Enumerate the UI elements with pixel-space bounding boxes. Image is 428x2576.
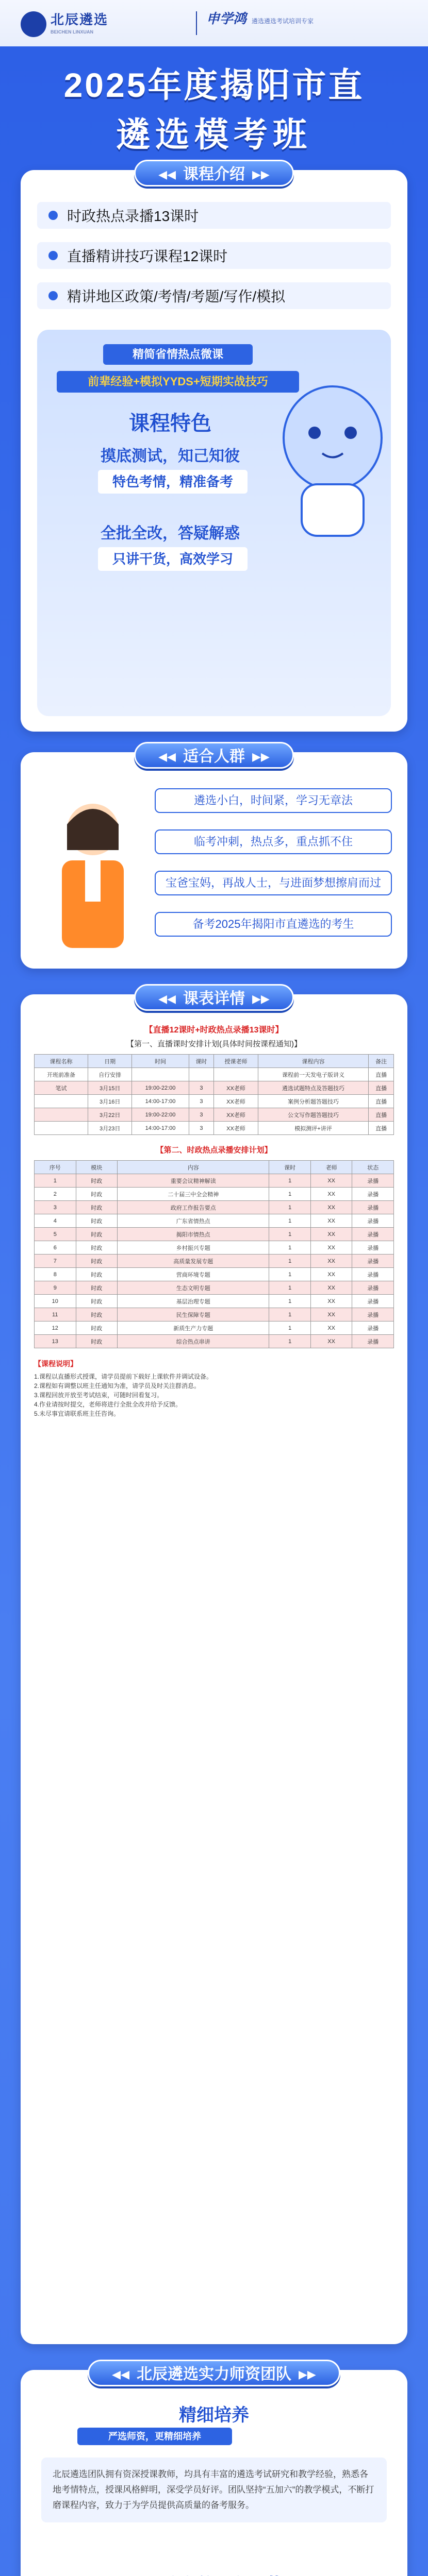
teacher-illustration [36, 793, 150, 958]
cell: 直播 [369, 1108, 394, 1122]
note-2: 2.课程如有调整以班主任通知为准，请学员及时关注群消息。 [34, 1382, 201, 1389]
table-row [35, 1335, 394, 1348]
table-row [35, 1081, 394, 1095]
table-row [35, 1214, 394, 1228]
course-intro-tab: ◀◀ 课程介绍 ▶▶ [134, 160, 294, 187]
cell: 直播 [369, 1095, 394, 1108]
logo2-sub: 遴选遴选考试培训专家 [252, 18, 314, 25]
cell: XX [310, 1201, 352, 1214]
cell: 录播 [352, 1188, 394, 1201]
course-item-2 [37, 242, 391, 269]
cell: XX [310, 1228, 352, 1241]
schedule-tab: ◀◀ 课表详情 ▶▶ [134, 984, 294, 1011]
cell: 1 [269, 1281, 311, 1295]
hero-title-line1: 2025年度揭阳市直 [63, 66, 365, 104]
cell: 二十届三中全会精神 [118, 1188, 269, 1201]
cell: 录播 [352, 1255, 394, 1268]
strict-title: 精细培养 [179, 2405, 249, 2425]
audience-tab: ◀◀ 适合人群 ▶▶ [134, 742, 294, 769]
cell: 政府工作报告要点 [118, 1201, 269, 1214]
table-header-cell: 模块 [76, 1161, 118, 1174]
logo-secondary [206, 8, 314, 27]
cell: XX [310, 1281, 352, 1295]
feature1-desc: 特色考情，精准备考 [98, 470, 248, 494]
cell [35, 1095, 88, 1108]
bullet-icon [48, 251, 58, 260]
table-header-cell: 序号 [35, 1161, 76, 1174]
cell: 3 [35, 1201, 76, 1214]
cell: 模拟测评+讲评 [258, 1122, 369, 1135]
table-header-cell: 课时 [189, 1055, 214, 1068]
table-row [35, 1321, 394, 1335]
cell: 1 [269, 1174, 311, 1188]
cell: 录播 [352, 1228, 394, 1241]
logo-sub: BEICHEN LINXUAN [51, 29, 94, 35]
cell: 时政 [76, 1201, 118, 1214]
cell: 时政 [76, 1308, 118, 1321]
table-header-cell: 内容 [118, 1161, 269, 1174]
schedule-card [21, 994, 407, 2344]
cell: 时政 [76, 1321, 118, 1335]
table-header-cell: 时间 [132, 1055, 189, 1068]
cell: 公文写作题答题技巧 [258, 1108, 369, 1122]
cell: 时政 [76, 1255, 118, 1268]
cell: 时政 [76, 1214, 118, 1228]
mascot-illustration [273, 371, 392, 546]
cell: 19:00-22:00 [132, 1081, 189, 1095]
course-item-label: 精讲地区政策/考情/考题/写作/模拟 [67, 289, 286, 304]
course-item-1 [37, 202, 391, 229]
cell: 1 [269, 1188, 311, 1201]
cell: 3月16日 [88, 1095, 132, 1108]
assessment-title [0, 2571, 428, 2576]
course-intro-tab-label: 课程介绍 [183, 166, 245, 183]
cell: 开班前准备 [35, 1068, 88, 1081]
cell [35, 1108, 88, 1122]
table-row [35, 1241, 394, 1255]
schedule-title2: 【第一、直播课时安排计划(具体时间按课程通知)】 [126, 1040, 302, 1048]
logo2-main: 申学鸿 [206, 11, 247, 26]
note-3: 3.课程回放开放至考试结束，可随时回看复习。 [34, 1392, 163, 1399]
cell: 直播 [369, 1122, 394, 1135]
note-4: 4.作业请按时提交，老师将进行全批全改并给予反馈。 [34, 1401, 182, 1408]
strict-sub: 严选师资，更精细培养 [77, 2428, 232, 2445]
features-banner2: 前辈经验+模拟YYDS+短期实战技巧 [57, 371, 299, 393]
cell: 9 [35, 1281, 76, 1295]
cell: XX [310, 1321, 352, 1335]
cell: 13 [35, 1335, 76, 1348]
cell: 录播 [352, 1174, 394, 1188]
teacher-intro: 北辰遴选团队拥有资深授课教师，均具有丰富的遴选考试研究和教学经验，熟悉各地考情特点，授课风格鲜明，深受学员好评。团队坚持“五加六”的教学模式，不断打磨课程内容，致力于为学员提供高质量的备考服务。 [41, 2458, 387, 2522]
cell: XX [310, 1308, 352, 1321]
cell: 录播 [352, 1295, 394, 1308]
cell: 综合热点串讲 [118, 1335, 269, 1348]
table-row [35, 1108, 394, 1122]
cell: 生态文明专题 [118, 1281, 269, 1295]
bullet-icon [48, 291, 58, 300]
teachers-tab: ◀◀ 北辰遴选实力师资团队 ▶▶ [88, 2360, 340, 2386]
cell: 时政 [76, 1174, 118, 1188]
table-row [35, 1228, 394, 1241]
table-row [35, 1095, 394, 1108]
cell: 笔试 [35, 1081, 88, 1095]
cell: 录播 [352, 1268, 394, 1281]
cell: 基层治理专题 [118, 1295, 269, 1308]
cell: 5 [35, 1228, 76, 1241]
cell: 2 [35, 1188, 76, 1201]
audience-item-2: 临考冲刺，热点多，重点抓不住 [155, 829, 392, 854]
table-header-row [35, 1055, 394, 1068]
cell: 4 [35, 1214, 76, 1228]
cell: 3 [189, 1122, 214, 1135]
cell: 1 [269, 1321, 311, 1335]
hero-title-line2: 遴选模考班 [116, 115, 312, 154]
logo-main: 北辰遴选 [51, 12, 109, 28]
cell: 录播 [352, 1241, 394, 1255]
cell: XX [310, 1188, 352, 1201]
cell: 时政 [76, 1188, 118, 1201]
recorded-schedule-table [34, 1160, 394, 1348]
cell: XX [310, 1255, 352, 1268]
cell: 直播 [369, 1068, 394, 1081]
teacher-icon [36, 793, 150, 958]
table-row [35, 1201, 394, 1214]
table-row [35, 1308, 394, 1321]
cell: 时政 [76, 1295, 118, 1308]
table-header-cell: 授课老师 [214, 1055, 258, 1068]
cell: 新质生产力专题 [118, 1321, 269, 1335]
cell: 高质量发展专题 [118, 1255, 269, 1268]
cell: 1 [269, 1308, 311, 1321]
schedule-title3: 【第二、时政热点录播安排计划】 [156, 1146, 272, 1155]
cell: XX [310, 1335, 352, 1348]
cell: 营商环境专题 [118, 1268, 269, 1281]
note-1: 1.课程以直播形式授课，请学员提前下载好上课软件并调试设备。 [34, 1373, 213, 1380]
cell: 广东省情热点 [118, 1214, 269, 1228]
features-title: 课程特色 [129, 412, 211, 435]
audience-item-3: 宝爸宝妈，再战人士，与进面梦想擦肩而过 [155, 871, 392, 895]
table-header-row [35, 1161, 394, 1174]
cell: 10 [35, 1295, 76, 1308]
table-row [35, 1295, 394, 1308]
cell: 乡村振兴专题 [118, 1241, 269, 1255]
cell: 录播 [352, 1321, 394, 1335]
cell: 录播 [352, 1201, 394, 1214]
cell: 录播 [352, 1214, 394, 1228]
cell [132, 1068, 189, 1081]
cell [189, 1068, 214, 1081]
bullet-icon [48, 211, 58, 220]
table-header-cell: 老师 [310, 1161, 352, 1174]
table-row [35, 1174, 394, 1188]
cell: 遴选试题特点及答题技巧 [258, 1081, 369, 1095]
table-row [35, 1255, 394, 1268]
table-header-cell: 课程名称 [35, 1055, 88, 1068]
cell: 自行安排 [88, 1068, 132, 1081]
cell: 3 [189, 1095, 214, 1108]
course-item-3 [37, 282, 391, 309]
cell: 重要会议精神解读 [118, 1174, 269, 1188]
cell: 时政 [76, 1241, 118, 1255]
mascot-icon [273, 371, 392, 546]
cell: XX [310, 1174, 352, 1188]
cell: 7 [35, 1255, 76, 1268]
audience-item-1: 遴选小白，时间紧，学习无章法 [155, 788, 392, 813]
cell: 14:00-17:00 [132, 1122, 189, 1135]
cell: 课程前一天发电子版讲义 [258, 1068, 369, 1081]
cell: 11 [35, 1308, 76, 1321]
cell: 3月23日 [88, 1122, 132, 1135]
cell: 直播 [369, 1081, 394, 1095]
cell: XX [310, 1214, 352, 1228]
teachers-tab-label: 北辰遴选实力师资团队 [137, 2366, 291, 2383]
cell: 1 [269, 1241, 311, 1255]
audience-item-4: 备考2025年揭阳市直遴选的考生 [155, 912, 392, 937]
cell: 3月15日 [88, 1081, 132, 1095]
table-header-cell: 课程内容 [258, 1055, 369, 1068]
cell: 录播 [352, 1308, 394, 1321]
cell: 录播 [352, 1281, 394, 1295]
cell: 案例分析题答题技巧 [258, 1095, 369, 1108]
table-header-cell: 备注 [369, 1055, 394, 1068]
feature1-title: 摸底测试，知己知彼 [101, 448, 240, 465]
logo [51, 9, 108, 35]
cell: 6 [35, 1241, 76, 1255]
cell: 1 [269, 1255, 311, 1268]
cell: 时政 [76, 1281, 118, 1295]
table-row [35, 1068, 394, 1081]
cell: 3 [189, 1108, 214, 1122]
cell: 时政 [76, 1268, 118, 1281]
cell: XX老师 [214, 1081, 258, 1095]
table-header-cell: 课时 [269, 1161, 311, 1174]
table-row [35, 1122, 394, 1135]
header-divider [196, 11, 197, 35]
schedule-tab-label: 课表详情 [183, 990, 245, 1007]
cell: 民生保障专题 [118, 1308, 269, 1321]
cell: XX老师 [214, 1095, 258, 1108]
course-item-label: 时政热点录播13课时 [67, 208, 199, 224]
cell: 录播 [352, 1335, 394, 1348]
cell [35, 1122, 88, 1135]
cell: 8 [35, 1268, 76, 1281]
cell [214, 1068, 258, 1081]
live-schedule-table [34, 1054, 394, 1135]
cell: 1 [269, 1201, 311, 1214]
cell: 12 [35, 1321, 76, 1335]
cell: 3月22日 [88, 1108, 132, 1122]
note-5: 5.未尽事宜请联系班主任咨询。 [34, 1410, 120, 1417]
schedule-title1: 【直播12课时+时政热点录播13课时】 [144, 1026, 284, 1035]
cell: XX [310, 1268, 352, 1281]
feature2-title: 全批全改，答疑解惑 [101, 525, 240, 542]
cell: 时政 [76, 1228, 118, 1241]
cell: XX [310, 1241, 352, 1255]
logo-emblem-icon [21, 11, 46, 37]
table-header-cell: 状态 [352, 1161, 394, 1174]
table-header-cell: 日期 [88, 1055, 132, 1068]
cell: 1 [35, 1174, 76, 1188]
features-banner1: 精简省情热点微课 [103, 344, 253, 365]
cell: 1 [269, 1335, 311, 1348]
cell: XX老师 [214, 1122, 258, 1135]
cell: 1 [269, 1214, 311, 1228]
cell: 19:00-22:00 [132, 1108, 189, 1122]
cell: 14:00-17:00 [132, 1095, 189, 1108]
cell: 1 [269, 1228, 311, 1241]
course-item-label: 直播精讲技巧课程12课时 [67, 248, 228, 264]
cell: 1 [269, 1268, 311, 1281]
cell: 揭阳市情热点 [118, 1228, 269, 1241]
cell: 1 [269, 1295, 311, 1308]
audience-tab-label: 适合人群 [183, 748, 245, 765]
table-row [35, 1188, 394, 1201]
cell: 3 [189, 1081, 214, 1095]
table-row [35, 1281, 394, 1295]
feature2-desc: 只讲干货，高效学习 [98, 547, 248, 571]
table-row [35, 1268, 394, 1281]
cell: XX老师 [214, 1108, 258, 1122]
cell: XX [310, 1295, 352, 1308]
cell: 时政 [76, 1335, 118, 1348]
notes-title: 【课程说明】 [34, 1360, 77, 1368]
